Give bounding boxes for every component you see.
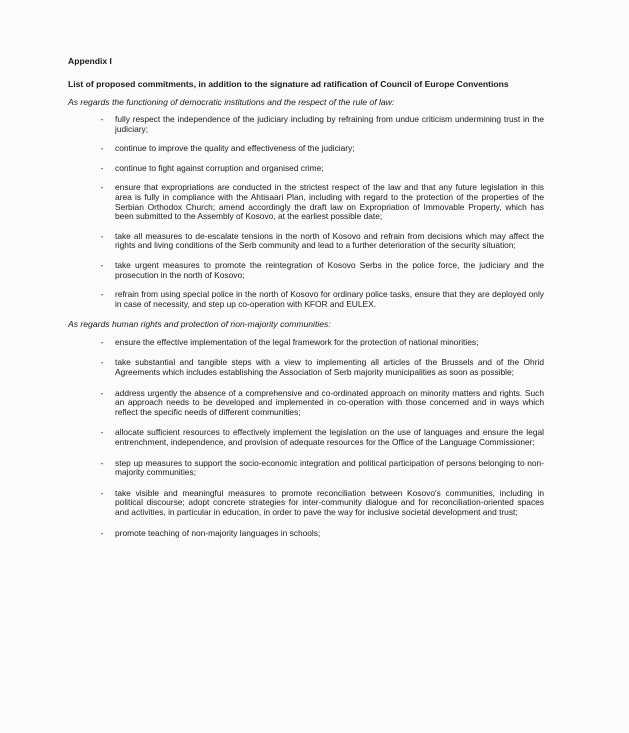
list-item-text: take substantial and tangible steps with a view to implementing all articles of the Brussels and of the Ohrid Agreements which includes establishing the Association of Serb majority municipalities as soon as possible; (115, 357, 544, 377)
bullet-dash-icon: - (100, 387, 104, 398)
section-heading: As regards human rights and protection of non-majority communities: (68, 319, 331, 330)
list-item-text: ensure that expropriations are conducted in the strictest respect of the law and that any future legislation in this area is fully in compliance with the Ahtisaari Plan, including with regard to the protection of the properties of the Serbian Orthodox Church; amend accordingly the draft law on Expropriation of Immovable Property, which has been submitted to the Assembly of Kosovo, at the earliest possible date; (115, 182, 544, 222)
bullet-dash-icon: - (100, 487, 104, 498)
list-item (68, 489, 544, 518)
list-item-text: continue to fight against corruption and organised crime; (115, 162, 324, 173)
bullet-dash-icon: - (100, 143, 104, 154)
bullet-dash-icon: - (100, 259, 104, 270)
section-heading: As regards the functioning of democratic institutions and the respect of the rule of law: (68, 96, 395, 107)
list-item (68, 389, 544, 418)
list-item-text: fully respect the independence of the judiciary including by refraining from undue criticism undermining trust in the judiciary; (115, 114, 544, 134)
list-item (68, 290, 544, 309)
list-item-text: continue to improve the quality and effectiveness of the judiciary; (115, 143, 355, 154)
list-item (68, 144, 544, 154)
list-item-text: take all measures to de-escalate tensions in the north of Kosovo and refrain from decisions which may affect the rights and living conditions of the Serb community and lead to a further deterioration of the security situation; (115, 230, 544, 251)
bullet-dash-icon: - (100, 427, 104, 438)
list-item (68, 164, 544, 174)
list-item (68, 428, 544, 447)
document-heading: List of proposed commitments, in addition to the signature ad ratification of Council of Europe Conventions (68, 79, 509, 89)
bullet-dash-icon: - (100, 457, 104, 468)
section-human-rights (68, 319, 544, 538)
bullet-dash-icon: - (100, 230, 104, 241)
list-item-text: allocate sufficient resources to effectively implement the legislation on the use of languages and ensure the legal entrenchment, independence, and provision of adequate resources for the Office of the Language Commissioner; (115, 427, 544, 447)
bullet-dash-icon: - (100, 357, 104, 368)
list-item-text: step up measures to support the socio-economic integration and political participation of persons belonging to non-majority communities; (115, 457, 544, 478)
bullet-dash-icon: - (100, 162, 104, 173)
list-item-text: address urgently the absence of a comprehensive and co-ordinated approach on minority matters and rights. Such an approach needs to be developed and implemented in co-operation with those concerned and in ways which reflect the specific needs of different communities; (115, 387, 544, 417)
bullet-dash-icon: - (100, 289, 104, 300)
section-rule-of-law (68, 97, 544, 310)
list-item-text: ensure the effective implementation of the legal framework for the protection of national minorities; (115, 336, 479, 347)
commitment-list (68, 338, 544, 538)
list-item-text: take urgent measures to promote the reintegration of Kosovo Serbs in the police force, the judiciary and the prosecution in the north of Kosovo; (115, 259, 544, 280)
list-item-text: take visible and meaningful measures to promote reconciliation between Kosovo's communities, including in political discourse; adopt concrete strategies for inter-community dialogue and for reconciliation-oriented spaces and activities, in particular in education, in order to pave the way for inclusive societal development and trust; (115, 487, 544, 517)
list-item (68, 529, 544, 539)
list-item (68, 183, 544, 221)
document-content (68, 56, 544, 549)
list-item (68, 261, 544, 280)
bullet-dash-icon: - (100, 527, 104, 538)
appendix-title: Appendix I (68, 56, 112, 66)
bullet-dash-icon: - (100, 114, 104, 124)
list-item-text: promote teaching of non-majority languages in schools; (115, 527, 321, 538)
list-item (68, 232, 544, 251)
bullet-dash-icon: - (100, 182, 104, 193)
list-item (68, 358, 544, 377)
list-item (68, 338, 544, 348)
list-item-text: refrain from using special police in the north of Kosovo for ordinary police tasks, ensure that they are deployed only in case of necessity, and step up co-operation with KFOR and EULEX. (115, 289, 544, 309)
list-item (68, 115, 544, 134)
commitment-list (68, 115, 544, 309)
list-item (68, 459, 544, 478)
bullet-dash-icon: - (100, 336, 104, 347)
